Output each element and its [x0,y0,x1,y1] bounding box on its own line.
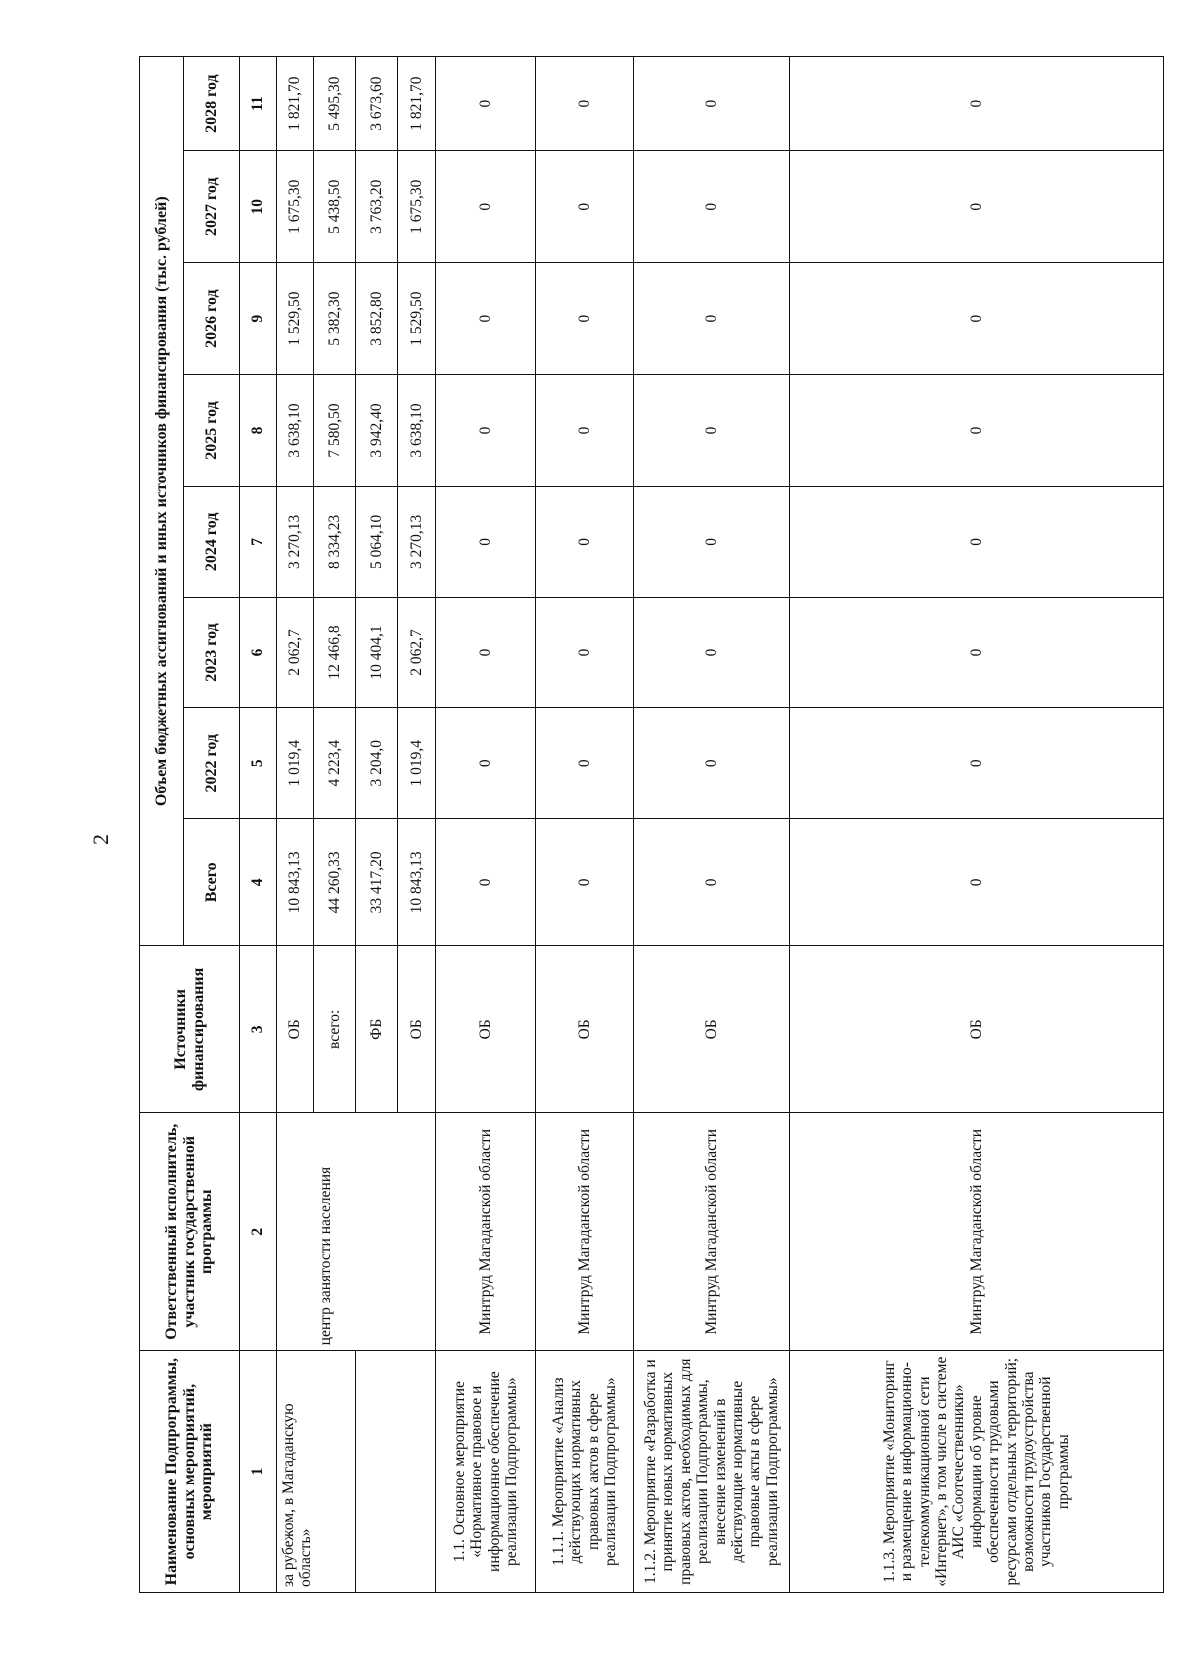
value-cell: 0 [536,597,634,708]
executor-cell: Минтруд Магаданской области [436,1113,536,1351]
year-header: 2028 год [184,57,240,151]
executor-cell: Минтруд Магаданской области [536,1113,634,1351]
rotated-table-wrapper [139,56,1164,1593]
value-cell: 3 638,10 [398,375,436,487]
value-cell: 0 [536,708,634,819]
col-name-header: Наименование Подпрограммы, основных мероприятий, мероприятий [140,1351,240,1593]
value-cell: 1 529,50 [398,263,436,375]
row-name-cell: 1.1.3. Мероприятие «Мониторинг и размещение в информационно-телекоммуникационной сети «Интернет», в том числе в системе АИС «Соотечественники» информации об уровне обеспеченности трудовыми ресурсами отдельных территорий; возможности трудоустройства участников Государственной программы [790,1351,1164,1593]
column-number: 11 [240,57,277,151]
value-cell: 3 204,0 [356,708,398,819]
value-cell: 5 438,50 [314,151,356,263]
column-numbers-row [240,57,277,1593]
header-row [140,57,184,1593]
value-cell: 12 466,8 [314,597,356,708]
table-row [790,57,1164,1593]
value-cell: 0 [790,263,1164,375]
column-number: 8 [240,375,277,487]
value-cell: 3 852,80 [356,263,398,375]
value-cell: 1 675,30 [398,151,436,263]
source-cell: всего: [314,946,356,1113]
value-cell: 8 334,23 [314,486,356,597]
source-cell: ФБ [356,946,398,1113]
value-cell: 2 062,7 [398,597,436,708]
value-cell: 5 495,30 [314,57,356,151]
year-header: 2024 год [184,486,240,597]
year-header: Всего [184,819,240,946]
year-header: 2026 год [184,263,240,375]
value-cell: 1 821,70 [398,57,436,151]
column-number: 2 [240,1113,277,1351]
value-cell: 2 062,7 [277,597,314,708]
value-cell: 3 942,40 [356,375,398,487]
value-cell: 0 [536,819,634,946]
source-cell: ОБ [634,946,790,1113]
value-cell: 0 [634,819,790,946]
funding-table [139,56,1164,1593]
value-cell: 1 821,70 [277,57,314,151]
value-cell: 0 [790,57,1164,151]
column-number: 5 [240,708,277,819]
value-cell: 0 [436,263,536,375]
value-cell: 1 675,30 [277,151,314,263]
value-cell: 10 843,13 [277,819,314,946]
value-cell: 0 [436,708,536,819]
column-number: 4 [240,819,277,946]
row-name-cell: 1.1. Основное мероприятие «Нормативное правовое и информационное обеспечение реализации Подпрограммы» [436,1351,536,1593]
table-row [634,57,790,1593]
value-cell: 3 763,20 [356,151,398,263]
value-cell: 0 [634,708,790,819]
value-cell: 0 [436,486,536,597]
year-header: 2023 год [184,597,240,708]
executor-cell: центр занятости населения [314,1113,436,1351]
row-name-cell: 1.1.2. Мероприятие «Разработка и принятие новых нормативных правовых актов, необходимых для реализации Подпрограммы, внесение изменений в действующие нормативные правовые акты в сфере реализации Подпрограммы» [634,1351,790,1593]
column-number: 9 [240,263,277,375]
source-cell: ОБ [398,946,436,1113]
value-cell: 0 [536,57,634,151]
value-cell: 10 843,13 [398,819,436,946]
col-executor-header: Ответственный исполнитель, участник государственной программы [140,1113,240,1351]
value-cell: 5 064,10 [356,486,398,597]
page-number: 2 [88,834,113,845]
value-cell: 0 [536,486,634,597]
value-cell: 0 [634,597,790,708]
value-cell: 3 270,13 [277,486,314,597]
value-cell: 0 [790,486,1164,597]
value-cell: 0 [634,375,790,487]
executor-cell: Минтруд Магаданской области [634,1113,790,1351]
value-cell: 7 580,50 [314,375,356,487]
funding-header: Объем бюджетных ассигнований и иных источников финансирования (тыс. рублей) [140,57,184,947]
value-cell: 0 [536,263,634,375]
value-cell: 0 [634,151,790,263]
source-cell: ОБ [436,946,536,1113]
value-cell: 0 [790,375,1164,487]
value-cell: 0 [790,151,1164,263]
value-cell: 3 673,60 [356,57,398,151]
column-number: 3 [240,946,277,1113]
value-cell: 0 [790,708,1164,819]
value-cell: 1 529,50 [277,263,314,375]
table-row [356,57,398,1593]
column-number: 1 [240,1351,277,1593]
executor-cell: Минтруд Магаданской области [790,1113,1164,1351]
value-cell: 0 [634,486,790,597]
value-cell: 5 382,30 [314,263,356,375]
table-row [536,57,634,1593]
value-cell: 3 638,10 [277,375,314,487]
value-cell: 1 019,4 [277,708,314,819]
value-cell: 0 [536,375,634,487]
value-cell: 0 [436,375,536,487]
value-cell: 0 [436,819,536,946]
table-row [436,57,536,1593]
value-cell: 10 404,1 [356,597,398,708]
executor-cell [277,1113,314,1351]
column-number: 7 [240,486,277,597]
row-name-cell: 1.1.1. Мероприятие «Анализ действующих нормативных правовых актов в сфере реализации Подпрограммы» [536,1351,634,1593]
source-cell: ОБ [536,946,634,1113]
row-name-cell: за рубежом, в Магаданскую область» [277,1351,356,1593]
value-cell: 0 [790,597,1164,708]
row-name-cell [356,1351,436,1593]
value-cell: 0 [536,151,634,263]
value-cell: 1 019,4 [398,708,436,819]
value-cell: 0 [436,57,536,151]
table-row [277,57,314,1593]
value-cell: 0 [634,263,790,375]
column-number: 6 [240,597,277,708]
value-cell: 44 260,33 [314,819,356,946]
value-cell: 3 270,13 [398,486,436,597]
value-cell: 33 417,20 [356,819,398,946]
value-cell: 4 223,4 [314,708,356,819]
value-cell: 0 [790,819,1164,946]
value-cell: 0 [436,597,536,708]
value-cell: 0 [634,57,790,151]
value-cell: 0 [436,151,536,263]
year-header: 2027 год [184,151,240,263]
source-cell: ОБ [790,946,1164,1113]
year-header: 2025 год [184,375,240,487]
col-source-header: Источники финансирования [140,946,240,1113]
year-header: 2022 год [184,708,240,819]
column-number: 10 [240,151,277,263]
source-cell: ОБ [277,946,314,1113]
